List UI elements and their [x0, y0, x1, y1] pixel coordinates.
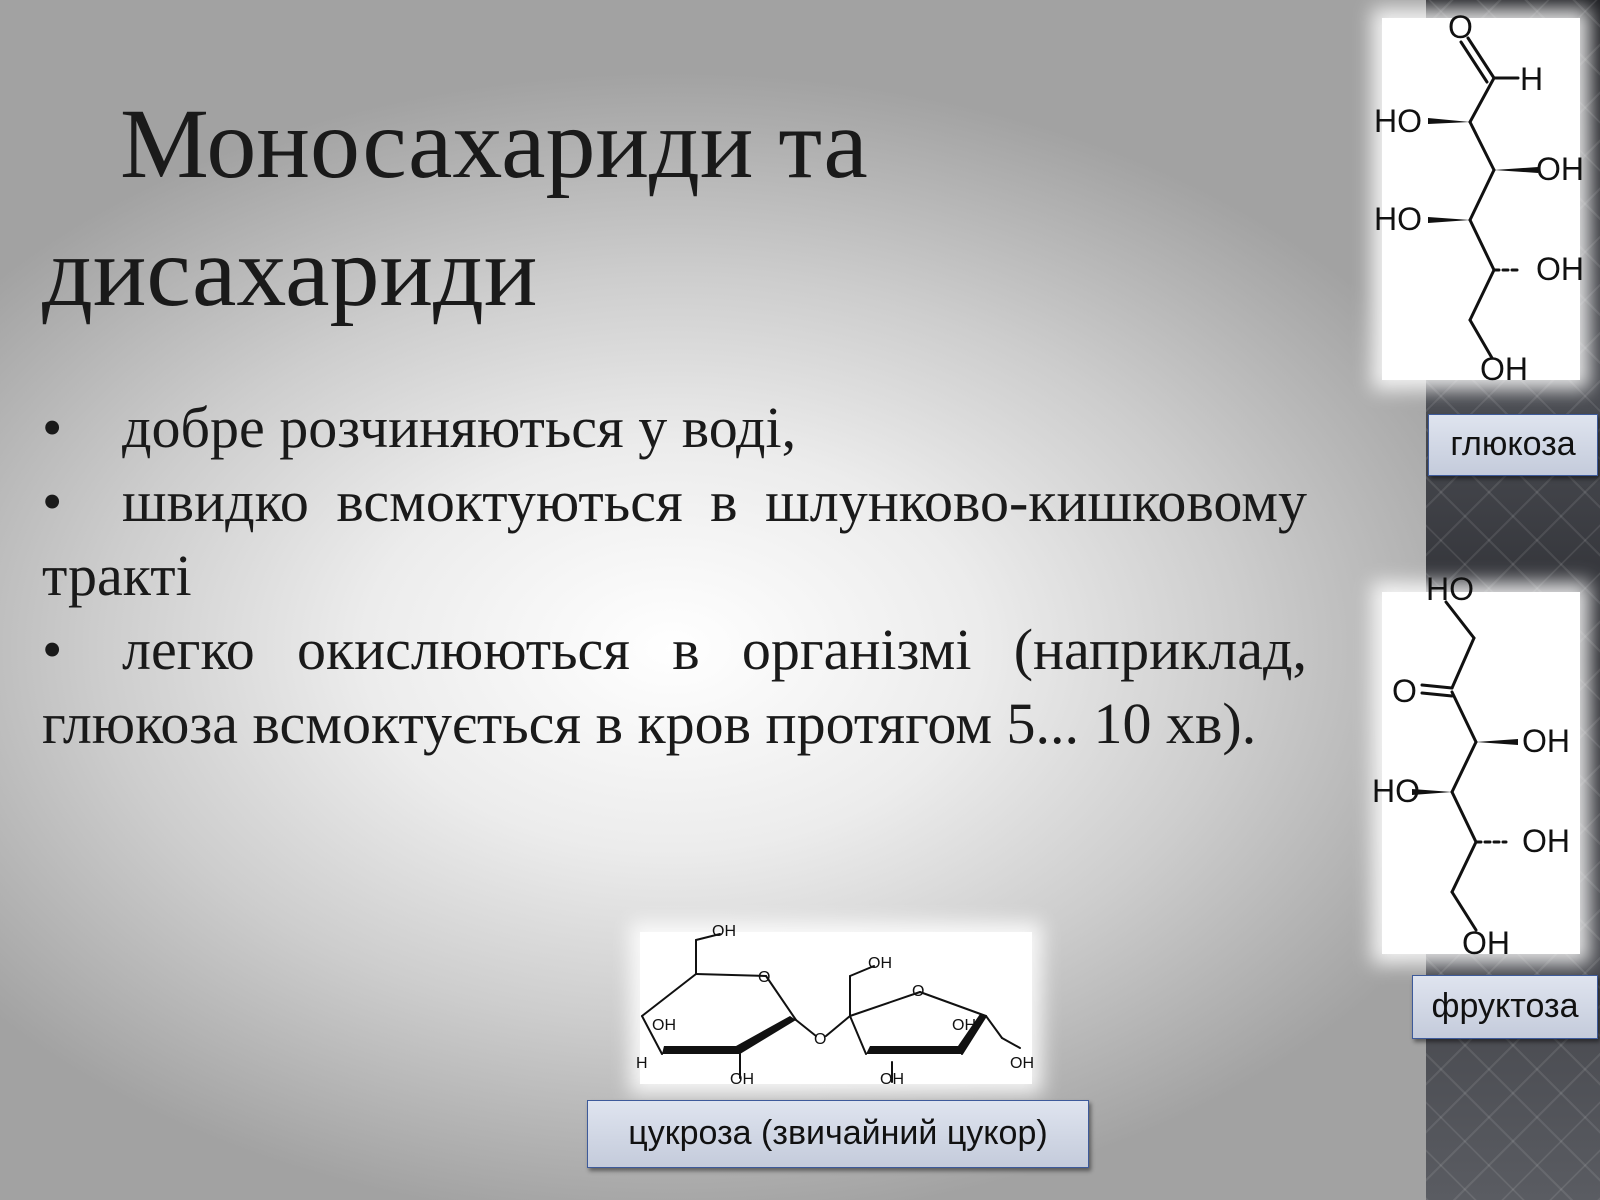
glucose-structure [1374, 9, 1584, 387]
atom-label: OH [1536, 251, 1584, 287]
ring-bold-edge [662, 1016, 796, 1054]
bond [1452, 692, 1476, 742]
atom-label: OH [1536, 151, 1584, 187]
bullet-list [42, 391, 1307, 761]
bond [1470, 270, 1494, 320]
wedge-bond [1428, 217, 1470, 223]
bullet-item [42, 613, 1307, 761]
slide-title [42, 80, 942, 336]
bond [826, 1016, 850, 1036]
bond [920, 992, 986, 1016]
atom-label: OH [652, 1017, 676, 1034]
bullet-item [42, 465, 1307, 613]
bond [1446, 602, 1474, 638]
bond [766, 976, 796, 1020]
atom-label: H [636, 1055, 648, 1072]
atom-label: HO [1426, 571, 1474, 607]
wedge-bond [1494, 167, 1538, 173]
bullet-text: легко окислюються в організмі (наприклад, глюкоза всмоктується в кров протягом 5... 10 хв). [42, 617, 1307, 756]
atom-label: O [1392, 673, 1417, 709]
bond [642, 974, 696, 1016]
wedge-bond [1428, 118, 1470, 124]
atom-label: OH [1010, 1055, 1034, 1072]
atom-label: OH [712, 923, 736, 940]
atom-label: HO [1374, 103, 1422, 139]
bond [1422, 693, 1452, 696]
fructose-structure [1372, 571, 1580, 961]
atom-label: OH [952, 1017, 976, 1034]
sucrose-caption: цукроза (звичайний цукор) [587, 1100, 1089, 1168]
bond [1470, 122, 1494, 170]
atom-label: OH [1462, 925, 1510, 961]
bond [796, 1020, 816, 1036]
atom-label: HO [1372, 773, 1420, 809]
bullet-marker: • [42, 617, 63, 682]
bond [1470, 220, 1494, 270]
atom-label: OH [868, 955, 892, 972]
atom-label: OH [1522, 723, 1570, 759]
atom-label: H [1520, 61, 1544, 97]
bond [986, 1016, 1002, 1038]
bullet-marker: • [42, 469, 63, 534]
fructose-svg [1372, 571, 1580, 961]
sucrose-svg [636, 923, 1034, 1088]
sucrose-structure [636, 923, 1034, 1088]
bond [1002, 1038, 1020, 1048]
bond [1452, 742, 1476, 792]
atom-label: OH [1480, 351, 1528, 387]
bond [1422, 685, 1452, 688]
atom-label: OH [880, 1071, 904, 1088]
wedge-bond [1476, 739, 1518, 745]
bond [1452, 638, 1474, 688]
atom-label: O [1448, 9, 1473, 45]
title-line-1: Моносахариди та [120, 88, 868, 199]
glucose-caption: глюкоза [1428, 414, 1598, 476]
bullet-item [42, 391, 1307, 465]
atom-label: OH [730, 1071, 754, 1088]
bond [1470, 170, 1494, 220]
atom-label: O [814, 1031, 827, 1048]
bullet-text: добре розчиняються у воді, [122, 395, 797, 460]
bullet-marker: • [42, 395, 63, 460]
bond [850, 992, 920, 1016]
bond [850, 1016, 866, 1054]
title-line-2: дисахариди [42, 216, 538, 327]
bond [1452, 792, 1476, 842]
bond [696, 974, 766, 976]
atom-label: O [912, 983, 925, 1000]
glucose-svg [1374, 9, 1584, 387]
atom-label: O [758, 969, 771, 986]
bullet-text: швидко всмоктуються в шлунково-кишковому тракті [42, 469, 1307, 608]
fructose-caption: фруктоза [1412, 975, 1598, 1039]
bond [1452, 842, 1476, 892]
atom-label: HO [1374, 201, 1422, 237]
bond [1470, 78, 1494, 122]
atom-label: OH [1522, 823, 1570, 859]
